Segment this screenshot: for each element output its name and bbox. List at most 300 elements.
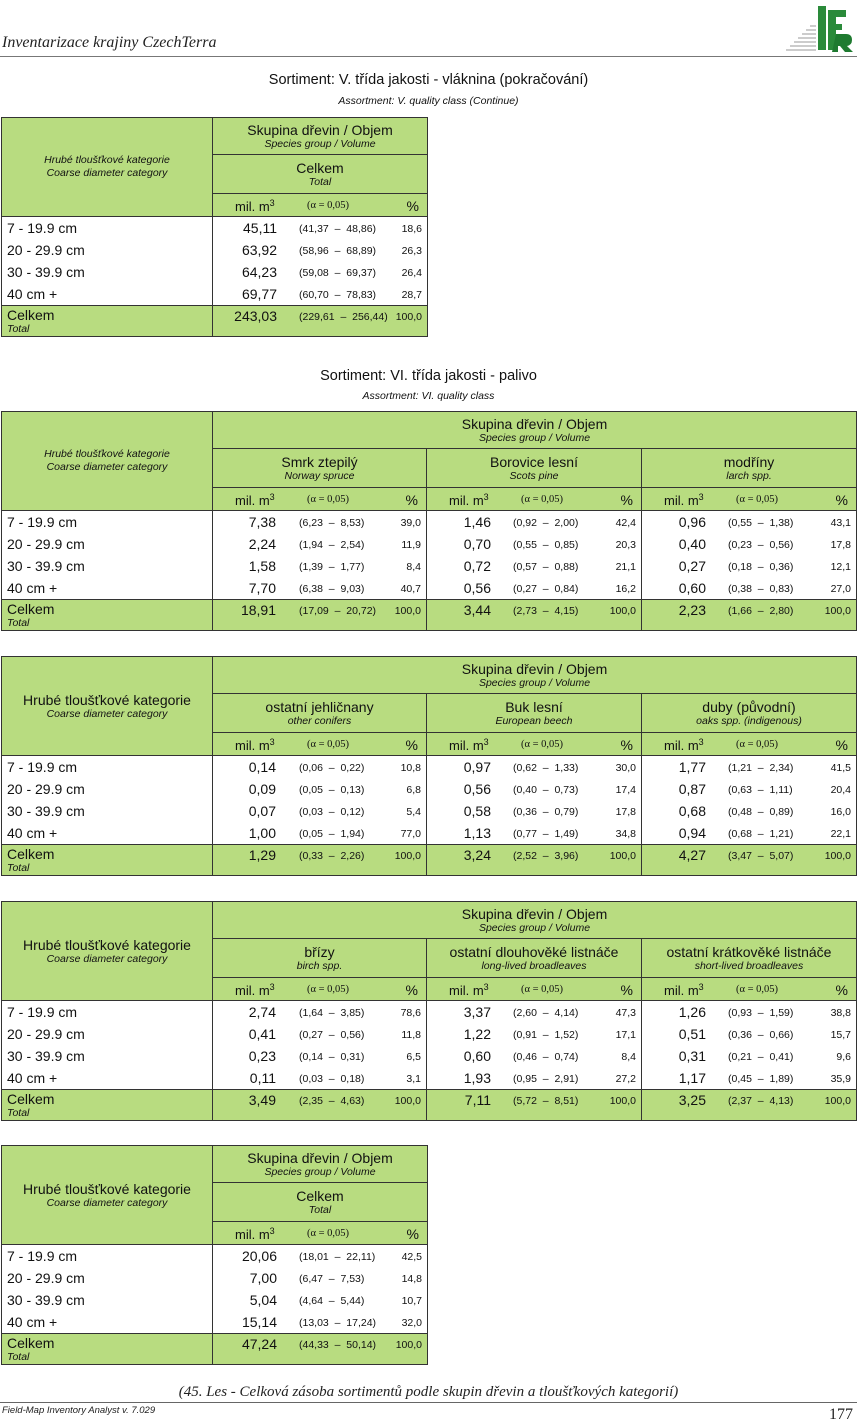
alpha-label: (α = 0,05) <box>736 984 779 995</box>
confidence-interval: (0,05 – 0,13) <box>299 784 365 796</box>
total-label-cz: Celkem <box>7 1090 55 1107</box>
percent-value: 12,1 <box>830 561 851 573</box>
diameter-category: 40 cm + <box>2 283 213 306</box>
volume-value: 0,70 <box>463 536 491 552</box>
diameter-category: 20 - 29.9 cm <box>2 239 213 261</box>
total-volume-cell <box>213 600 427 631</box>
unit-label <box>664 982 704 998</box>
row-header-cz: Hrubé tloušťkové kategorie <box>44 154 170 166</box>
volume-cell <box>427 756 642 779</box>
volume-cell <box>213 756 427 779</box>
total-volume-cell <box>642 1090 857 1121</box>
group-title-cz: Skupina dřevin / Objem <box>247 1150 393 1166</box>
alpha-label: (α = 0,05) <box>307 984 350 995</box>
volume-value: 0,41 <box>248 1026 276 1042</box>
total-label <box>2 845 213 876</box>
alpha-label: (α = 0,05) <box>736 494 779 505</box>
total-label-cz: Celkem <box>7 306 55 323</box>
percent-value: 18,6 <box>401 223 422 235</box>
volume-cell <box>642 778 857 800</box>
total-confidence-interval: (229,61 – 256,44) <box>299 311 388 323</box>
confidence-interval: (0,21 – 0,41) <box>728 1051 794 1063</box>
diameter-category: 30 - 39.9 cm <box>2 1289 213 1311</box>
volume-cell <box>642 1023 857 1045</box>
percent-value: 17,8 <box>615 806 636 818</box>
volume-cell <box>213 1001 427 1024</box>
species-header <box>642 449 857 488</box>
volume-cell <box>427 1045 642 1067</box>
total-label-en: Total <box>7 322 30 335</box>
row-header-cell <box>2 412 213 511</box>
volume-value: 7,70 <box>248 580 276 596</box>
total-percent-value: 100,0 <box>609 1095 636 1107</box>
volume-value: 0,07 <box>248 803 276 819</box>
volume-cell <box>642 756 857 779</box>
assortment-table <box>1 656 857 876</box>
percent-value: 26,3 <box>401 245 422 257</box>
volume-value: 3,37 <box>463 1004 491 1020</box>
confidence-interval: (0,05 – 1,94) <box>299 828 365 840</box>
total-volume-value: 1,29 <box>248 847 276 863</box>
unit-text: mil. m <box>235 738 270 753</box>
row-header-cell <box>2 657 213 756</box>
total-confidence-interval: (0,33 – 2,26) <box>299 850 365 862</box>
units-header <box>642 733 857 756</box>
unit-label <box>664 492 704 508</box>
unit-text: mil. m <box>664 983 699 998</box>
species-name-en: birch spp. <box>296 960 343 972</box>
species-header <box>427 694 642 733</box>
unit-text: mil. m <box>449 983 484 998</box>
unit-superscript: 3 <box>269 492 275 502</box>
confidence-interval: (0,93 – 1,59) <box>728 1007 794 1019</box>
unit-superscript: 3 <box>483 737 489 747</box>
diameter-category: 20 - 29.9 cm <box>2 533 213 555</box>
percent-value: 11,8 <box>401 1029 421 1041</box>
diameter-category: 7 - 19.9 cm <box>2 756 213 779</box>
confidence-interval: (4,64 – 5,44) <box>299 1295 365 1307</box>
volume-cell <box>213 778 427 800</box>
volume-value: 1,13 <box>463 825 491 841</box>
confidence-interval: (0,40 – 0,73) <box>513 784 579 796</box>
unit-label <box>449 982 489 998</box>
percent-value: 6,8 <box>406 784 421 796</box>
units-header <box>213 194 428 217</box>
species-group-header <box>213 902 857 939</box>
group-title-en: Species group / Volume <box>478 677 591 689</box>
volume-value: 20,06 <box>241 1248 277 1264</box>
volume-value: 64,23 <box>241 264 277 280</box>
percent-value: 32,0 <box>401 1317 422 1329</box>
percent-label: % <box>405 982 418 998</box>
volume-value: 2,24 <box>248 536 276 552</box>
volume-cell <box>213 239 428 261</box>
diameter-category: 40 cm + <box>2 577 213 600</box>
total-percent-value: 100,0 <box>395 311 422 323</box>
species-name-cz: Borovice lesní <box>490 454 578 470</box>
volume-cell <box>427 555 642 577</box>
species-name-cz: Celkem <box>296 160 344 176</box>
total-volume-cell <box>427 1090 642 1121</box>
volume-value: 0,58 <box>463 803 491 819</box>
percent-value: 15,7 <box>830 1029 851 1041</box>
table-row <box>2 511 857 534</box>
header-row <box>2 118 428 155</box>
table-row <box>2 800 857 822</box>
confidence-interval: (0,03 – 0,12) <box>299 806 365 818</box>
percent-value: 8,4 <box>406 561 421 573</box>
header-row <box>2 1146 428 1183</box>
percent-value: 17,8 <box>830 539 851 551</box>
diameter-category: 20 - 29.9 cm <box>2 1023 213 1045</box>
volume-value: 0,27 <box>678 558 706 574</box>
percent-value: 20,4 <box>830 784 851 796</box>
species-name-en: short-lived broadleaves <box>694 960 804 972</box>
table-row <box>2 283 428 306</box>
confidence-interval: (0,27 – 0,84) <box>513 583 579 595</box>
total-label <box>2 1090 213 1121</box>
volume-cell <box>427 511 642 534</box>
diameter-category: 40 cm + <box>2 822 213 845</box>
confidence-interval: (0,03 – 0,18) <box>299 1073 365 1085</box>
total-percent-value: 100,0 <box>394 850 421 862</box>
row-header-en: Coarse diameter category <box>46 167 168 179</box>
volume-cell <box>427 533 642 555</box>
percent-value: 17,4 <box>615 784 636 796</box>
volume-cell <box>642 555 857 577</box>
percent-label: % <box>406 1226 419 1242</box>
diameter-category: 30 - 39.9 cm <box>2 555 213 577</box>
volume-cell <box>642 577 857 600</box>
volume-cell <box>213 533 427 555</box>
percent-value: 77,0 <box>400 828 421 840</box>
volume-value: 2,74 <box>248 1004 276 1020</box>
confidence-interval: (0,36 – 0,66) <box>728 1029 794 1041</box>
confidence-interval: (0,48 – 0,89) <box>728 806 794 818</box>
confidence-interval: (0,57 – 0,88) <box>513 561 579 573</box>
diameter-category: 7 - 19.9 cm <box>2 1245 213 1268</box>
percent-label: % <box>835 492 848 508</box>
unit-text: mil. m <box>235 493 270 508</box>
total-volume-cell <box>642 600 857 631</box>
total-confidence-interval: (44,33 – 50,14) <box>299 1339 377 1351</box>
volume-value: 0,87 <box>678 781 706 797</box>
total-percent-value: 100,0 <box>609 605 636 617</box>
table-row <box>2 261 428 283</box>
species-name-cz: duby (původní) <box>702 699 796 715</box>
total-percent-value: 100,0 <box>824 605 851 617</box>
percent-value: 6,5 <box>406 1051 421 1063</box>
units-header <box>213 733 427 756</box>
assortment-table <box>1 901 857 1121</box>
table-row <box>2 1067 857 1090</box>
confidence-interval: (1,94 – 2,54) <box>299 539 365 551</box>
volume-value: 0,14 <box>248 759 276 775</box>
row-header-cz: Hrubé tloušťkové kategorie <box>23 691 191 708</box>
percent-value: 22,1 <box>830 828 851 840</box>
confidence-interval: (0,77 – 1,49) <box>513 828 579 840</box>
confidence-interval: (59,08 – 69,37) <box>299 267 377 279</box>
percent-value: 16,0 <box>830 806 851 818</box>
total-volume-cell <box>213 1090 427 1121</box>
percent-value: 27,0 <box>830 583 851 595</box>
confidence-interval: (0,14 – 0,31) <box>299 1051 365 1063</box>
species-name-en: long-lived broadleaves <box>481 960 587 972</box>
volume-value: 0,60 <box>463 1048 491 1064</box>
unit-label <box>235 737 275 753</box>
total-label-cz: Celkem <box>7 1334 55 1351</box>
group-title-cz: Skupina dřevin / Objem <box>247 122 393 138</box>
total-confidence-interval: (17,09 – 20,72) <box>299 605 377 617</box>
total-percent-value: 100,0 <box>824 850 851 862</box>
total-percent-value: 100,0 <box>395 1339 422 1351</box>
group-title-cz: Skupina dřevin / Objem <box>461 416 608 432</box>
percent-value: 8,4 <box>621 1051 636 1063</box>
group-title-en: Species group / Volume <box>264 1166 376 1178</box>
assortment-table <box>1 117 428 337</box>
unit-superscript: 3 <box>269 198 275 208</box>
volume-cell <box>427 822 642 845</box>
unit-superscript: 3 <box>269 1226 275 1236</box>
group-title-cz: Skupina dřevin / Objem <box>461 661 608 677</box>
row-header-cz: Hrubé tloušťkové kategorie <box>44 448 170 460</box>
species-header <box>213 694 427 733</box>
header-divider <box>0 56 857 57</box>
species-name-cz: ostatní jehličnany <box>265 699 374 715</box>
total-confidence-interval: (2,37 – 4,13) <box>728 1095 794 1107</box>
total-label-en: Total <box>7 861 30 874</box>
volume-value: 1,58 <box>248 558 276 574</box>
total-confidence-interval: (5,72 – 8,51) <box>513 1095 579 1107</box>
units-header <box>213 1222 428 1245</box>
diameter-category: 20 - 29.9 cm <box>2 778 213 800</box>
row-header-cz: Hrubé tloušťkové kategorie <box>23 936 191 953</box>
figure-caption: (45. Les - Celková zásoba sortimentů podle skupin dřevin a tloušťkových kategorií) <box>178 1384 679 1400</box>
table-row <box>2 1311 428 1334</box>
volume-value: 1,26 <box>678 1004 706 1020</box>
confidence-interval: (0,91 – 1,52) <box>513 1029 579 1041</box>
species-name-cz: modříny <box>723 454 775 470</box>
percent-label: % <box>835 737 848 753</box>
confidence-interval: (1,21 – 2,34) <box>728 762 794 774</box>
volume-cell <box>213 283 428 306</box>
volume-value: 5,04 <box>249 1292 277 1308</box>
section-title: Sortiment: VI. třída jakosti - palivo <box>320 368 537 384</box>
species-name-en: Total <box>308 1204 332 1216</box>
species-header <box>213 449 427 488</box>
volume-value: 1,93 <box>463 1070 491 1086</box>
percent-value: 34,8 <box>615 828 636 840</box>
percent-value: 43,1 <box>830 517 851 529</box>
percent-value: 38,8 <box>830 1007 851 1019</box>
assortment-table <box>1 411 857 631</box>
percent-value: 47,3 <box>615 1007 636 1019</box>
table-row <box>2 778 857 800</box>
volume-value: 0,96 <box>678 514 706 530</box>
unit-label <box>235 982 275 998</box>
total-volume-cell <box>213 1334 428 1365</box>
row-header-cell <box>2 902 213 1001</box>
volume-value: 1,00 <box>248 825 276 841</box>
units-header <box>213 978 427 1001</box>
unit-label <box>449 492 489 508</box>
confidence-interval: (6,23 – 8,53) <box>299 517 365 529</box>
unit-label <box>449 737 489 753</box>
volume-value: 1,77 <box>678 759 706 775</box>
alpha-label: (α = 0,05) <box>521 984 564 995</box>
diameter-category: 40 cm + <box>2 1311 213 1334</box>
confidence-interval: (1,39 – 1,77) <box>299 561 365 573</box>
total-volume-cell <box>427 600 642 631</box>
total-row <box>2 306 428 337</box>
species-name-cz: Smrk ztepilý <box>281 454 358 470</box>
total-volume-value: 3,44 <box>463 602 491 618</box>
percent-value: 28,7 <box>401 289 422 301</box>
table-row <box>2 533 857 555</box>
volume-cell <box>427 1023 642 1045</box>
species-name-cz: Buk lesní <box>505 699 563 715</box>
confidence-interval: (0,55 – 1,38) <box>728 517 794 529</box>
units-header <box>213 488 427 511</box>
percent-value: 40,7 <box>400 583 421 595</box>
unit-text: mil. m <box>449 493 484 508</box>
total-volume-value: 243,03 <box>234 308 277 324</box>
confidence-interval: (0,92 – 2,00) <box>513 517 579 529</box>
volume-cell <box>213 800 427 822</box>
total-row <box>2 1090 857 1121</box>
table-row <box>2 1245 428 1268</box>
volume-cell <box>213 217 428 240</box>
unit-label <box>235 1226 275 1242</box>
species-name-en: other conifers <box>287 715 352 727</box>
header-row <box>2 412 857 449</box>
total-label-en: Total <box>7 1350 30 1363</box>
volume-cell <box>213 555 427 577</box>
percent-value: 26,4 <box>401 267 422 279</box>
confidence-interval: (0,38 – 0,83) <box>728 583 794 595</box>
total-volume-cell <box>213 845 427 876</box>
total-percent-value: 100,0 <box>609 850 636 862</box>
section-subtitle: Assortment: VI. quality class <box>362 390 495 402</box>
total-label <box>2 600 213 631</box>
volume-value: 63,92 <box>241 242 277 258</box>
volume-cell <box>213 822 427 845</box>
volume-value: 7,00 <box>249 1270 277 1286</box>
confidence-interval: (13,03 – 17,24) <box>299 1317 377 1329</box>
volume-value: 0,94 <box>678 825 706 841</box>
volume-value: 7,38 <box>248 514 276 530</box>
confidence-interval: (0,95 – 2,91) <box>513 1073 579 1085</box>
confidence-interval: (0,46 – 0,74) <box>513 1051 579 1063</box>
confidence-interval: (2,60 – 4,14) <box>513 1007 579 1019</box>
species-name-en: European beech <box>495 715 573 727</box>
alpha-label: (α = 0,05) <box>307 1228 350 1239</box>
volume-cell <box>642 533 857 555</box>
unit-label <box>235 492 275 508</box>
percent-value: 14,8 <box>401 1273 422 1285</box>
unit-text: mil. m <box>664 738 699 753</box>
alpha-label: (α = 0,05) <box>307 494 350 505</box>
volume-value: 0,56 <box>463 580 491 596</box>
units-header <box>427 978 642 1001</box>
species-name-cz: Celkem <box>296 1188 344 1204</box>
volume-cell <box>213 1267 428 1289</box>
volume-cell <box>427 577 642 600</box>
percent-value: 21,1 <box>615 561 636 573</box>
confidence-interval: (58,96 – 68,89) <box>299 245 377 257</box>
unit-text: mil. m <box>235 1227 270 1242</box>
species-name-cz: břízy <box>304 944 335 960</box>
species-header <box>642 939 857 978</box>
species-name-en: Total <box>308 176 332 188</box>
volume-value: 1,17 <box>678 1070 706 1086</box>
percent-value: 35,9 <box>830 1073 851 1085</box>
unit-label <box>664 737 704 753</box>
volume-value: 0,11 <box>249 1070 276 1086</box>
diameter-category: 20 - 29.9 cm <box>2 1267 213 1289</box>
percent-value: 10,7 <box>401 1295 422 1307</box>
species-name-cz: ostatní dlouhověké listnáče <box>449 944 619 960</box>
volume-value: 0,72 <box>463 558 491 574</box>
species-header <box>213 155 428 194</box>
total-volume-cell <box>642 845 857 876</box>
group-title-en: Species group / Volume <box>478 432 591 444</box>
volume-cell <box>642 511 857 534</box>
header-row <box>2 902 857 939</box>
alpha-label: (α = 0,05) <box>521 739 564 750</box>
volume-cell <box>213 1245 428 1268</box>
units-header <box>427 488 642 511</box>
total-volume-value: 47,24 <box>241 1336 277 1352</box>
volume-cell <box>213 261 428 283</box>
unit-superscript: 3 <box>698 492 704 502</box>
volume-cell <box>213 1067 427 1090</box>
diameter-category: 7 - 19.9 cm <box>2 511 213 534</box>
percent-value: 78,6 <box>400 1007 421 1019</box>
percent-label: % <box>406 198 419 214</box>
row-header-en: Coarse diameter category <box>46 1196 168 1209</box>
species-group-header <box>213 412 857 449</box>
percent-value: 41,5 <box>830 762 851 774</box>
unit-superscript: 3 <box>698 737 704 747</box>
total-volume-value: 3,49 <box>248 1092 276 1108</box>
species-header <box>213 939 427 978</box>
percent-label: % <box>620 982 633 998</box>
unit-superscript: 3 <box>483 982 489 992</box>
volume-cell <box>213 1045 427 1067</box>
percent-label: % <box>620 737 633 753</box>
total-volume-value: 2,23 <box>678 602 706 618</box>
table-row <box>2 1001 857 1024</box>
total-volume-value: 4,27 <box>678 847 706 863</box>
footer-divider <box>0 1402 857 1403</box>
unit-superscript: 3 <box>269 737 275 747</box>
units-header <box>642 488 857 511</box>
document-header-title: Inventarizace krajiny CzechTerra <box>2 34 217 51</box>
total-label-en: Total <box>7 1106 30 1119</box>
confidence-interval: (6,47 – 7,53) <box>299 1273 365 1285</box>
alpha-label: (α = 0,05) <box>307 739 350 750</box>
total-confidence-interval: (3,47 – 5,07) <box>728 850 794 862</box>
unit-superscript: 3 <box>483 492 489 502</box>
total-volume-value: 7,11 <box>464 1092 491 1108</box>
diameter-category: 7 - 19.9 cm <box>2 217 213 240</box>
species-name-en: larch spp. <box>726 470 772 482</box>
volume-cell <box>642 1001 857 1024</box>
unit-text: mil. m <box>664 493 699 508</box>
volume-cell <box>427 1067 642 1090</box>
species-group-header <box>213 118 428 155</box>
